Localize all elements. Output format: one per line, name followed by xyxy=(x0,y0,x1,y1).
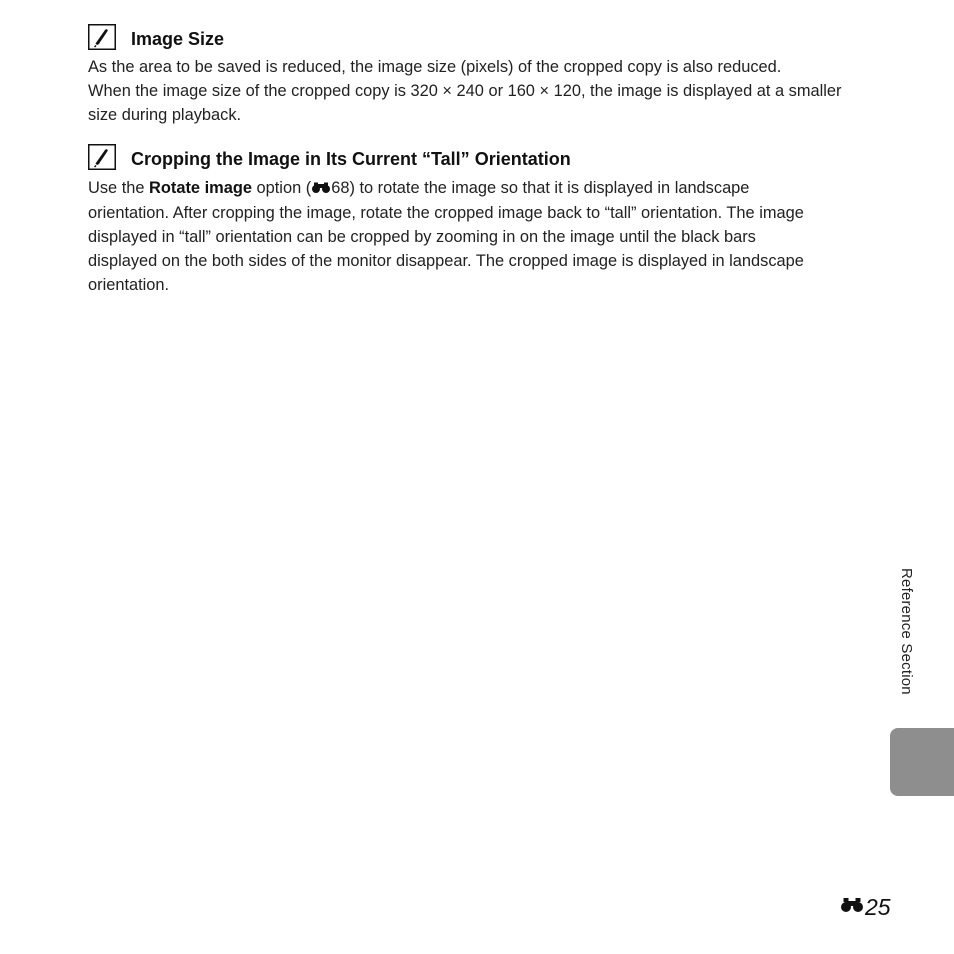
section-tab[interactable] xyxy=(890,728,954,796)
page-number xyxy=(840,894,891,920)
section-side-label: Reference Section xyxy=(898,568,915,695)
pencil-note-icon xyxy=(88,24,116,50)
note-cropping-tall xyxy=(88,144,878,297)
note-body xyxy=(88,176,878,297)
body-line: orientation. xyxy=(88,276,170,294)
menu-option-name: Rotate image xyxy=(149,179,252,197)
note-body xyxy=(88,55,878,127)
reference-section-icon xyxy=(311,177,331,201)
note-header xyxy=(88,144,878,170)
note-image-size xyxy=(88,24,878,127)
body-line: When the image size of the cropped copy is 320 × 240 or 160 × 120, the image is displayed at a smaller xyxy=(88,82,842,100)
page-number-text: 25 xyxy=(865,894,891,920)
reference-section-icon xyxy=(840,897,864,918)
body-line: size during playback. xyxy=(88,106,242,124)
note-title: Cropping the Image in Its Current “Tall” Orientation xyxy=(131,149,571,169)
pencil-note-icon xyxy=(88,144,116,170)
note-title: Image Size xyxy=(131,29,225,49)
body-line: displayed in “tall” orientation can be cropped by zooming in on the image until the black bars xyxy=(88,228,756,246)
body-line: As the area to be saved is reduced, the image size (pixels) of the cropped copy is also reduced. xyxy=(88,58,782,76)
body-text: option ( xyxy=(251,179,312,197)
note-header xyxy=(88,24,878,50)
body-line: orientation. After cropping the image, rotate the cropped image back to “tall” orientation. The image xyxy=(88,204,804,222)
page-reference[interactable]: 68 xyxy=(331,179,350,197)
body-text: ) to rotate the image so that it is displayed in landscape xyxy=(349,179,750,197)
body-text: Use the xyxy=(88,179,150,197)
body-line: displayed on the both sides of the monitor disappear. The cropped image is displayed in landscape xyxy=(88,252,804,270)
